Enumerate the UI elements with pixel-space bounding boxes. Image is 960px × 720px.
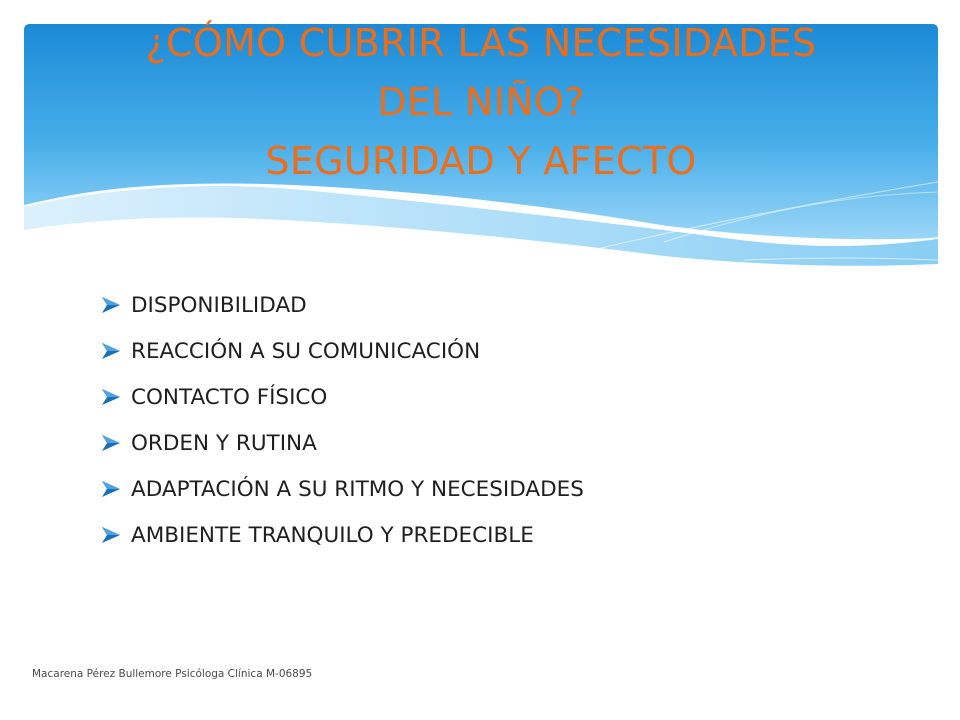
list-item-text: REACCIÓN A SU COMUNICACIÓN [131,338,481,364]
list-item [100,282,584,328]
arrowhead-bullet-icon [100,387,122,407]
arrowhead-bullet-icon [100,433,122,453]
list-item [100,374,584,420]
footer-text: Macarena Pérez Bullemore Psicóloga Clínica M-06895 [32,668,313,680]
list-item-text: CONTACTO FÍSICO [131,384,328,410]
list-item [100,328,584,374]
slide-title [24,14,938,191]
title-line: ¿CÓMO CUBRIR LAS NECESIDADES [145,21,817,65]
list-item [100,512,584,558]
title-line: SEGURIDAD Y AFECTO [265,139,697,183]
list-item-text: AMBIENTE TRANQUILO Y PREDECIBLE [131,522,534,548]
arrowhead-bullet-icon [100,479,122,499]
list-item [100,466,584,512]
bullet-list [100,282,584,558]
list-item-text: ADAPTACIÓN A SU RITMO Y NECESIDADES [131,476,584,502]
list-item-text: DISPONIBILIDAD [131,292,307,318]
list-item-text: ORDEN Y RUTINA [131,430,317,456]
list-item [100,420,584,466]
arrowhead-bullet-icon [100,341,122,361]
arrowhead-bullet-icon [100,295,122,315]
arrowhead-bullet-icon [100,525,122,545]
title-line: DEL NIÑO? [377,80,585,124]
